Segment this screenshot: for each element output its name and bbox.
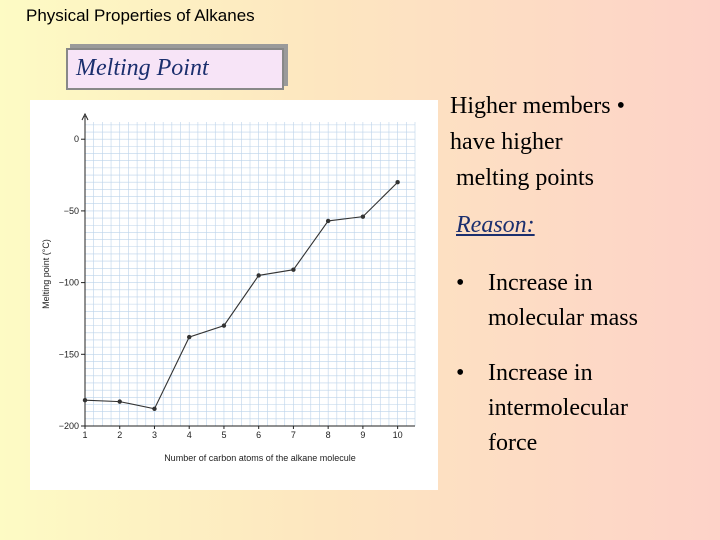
x-tick-label: 3 [151, 430, 157, 440]
melting-point-chart [30, 100, 438, 490]
y-axis-label: Melting point (°C) [41, 239, 51, 309]
data-point [152, 407, 156, 411]
data-point [222, 323, 226, 327]
data-point [187, 335, 191, 339]
bullet-line: force [488, 430, 538, 456]
data-point [326, 219, 330, 223]
claim-line-1: Higher members • [450, 93, 626, 119]
x-tick-label: 1 [82, 430, 88, 440]
bullet-item-molecular-mass [456, 266, 706, 336]
x-tick-label: 10 [392, 430, 403, 440]
claim-text [450, 88, 625, 196]
bullet-line: molecular mass [488, 305, 638, 331]
bullet-line: intermolecular [488, 395, 628, 421]
claim-line-3: melting points [450, 165, 594, 191]
x-axis-label: Number of carbon atoms of the alkane molecule [164, 453, 356, 463]
chart-svg [30, 100, 438, 490]
bullet-item-intermolecular-force [456, 356, 706, 461]
data-point [118, 399, 122, 403]
data-point [291, 267, 295, 271]
y-tick-label: −50 [63, 205, 79, 216]
bullet-text [488, 266, 706, 336]
data-point [83, 398, 87, 402]
y-tick-label: −100 [58, 277, 79, 288]
slide-title: Physical Properties of Alkanes [26, 6, 255, 25]
data-point [361, 214, 365, 218]
y-tick-label: −200 [58, 421, 79, 431]
data-point [395, 180, 399, 184]
bullet-dot: • [456, 360, 465, 386]
x-tick-label: 4 [186, 430, 192, 440]
melting-point-heading-box [66, 48, 284, 90]
data-point [256, 273, 260, 277]
y-tick-label: 0 [73, 134, 79, 145]
y-tick-label: −150 [58, 349, 79, 360]
bullet-line: Increase in [488, 270, 593, 296]
melting-point-heading: Melting Point [76, 55, 209, 81]
bullet-line: Increase in [488, 360, 593, 386]
reason-label: Reason: [456, 212, 535, 238]
x-tick-label: 2 [117, 430, 123, 440]
reason-bullet-list [456, 266, 706, 481]
bullet-text [488, 356, 706, 461]
x-tick-label: 8 [325, 430, 331, 440]
x-tick-label: 6 [256, 430, 262, 440]
x-tick-label: 9 [360, 430, 366, 440]
x-tick-label: 7 [290, 430, 296, 440]
x-tick-label: 5 [221, 430, 227, 440]
bullet-dot: • [456, 270, 465, 296]
claim-line-2: have higher [450, 129, 563, 155]
